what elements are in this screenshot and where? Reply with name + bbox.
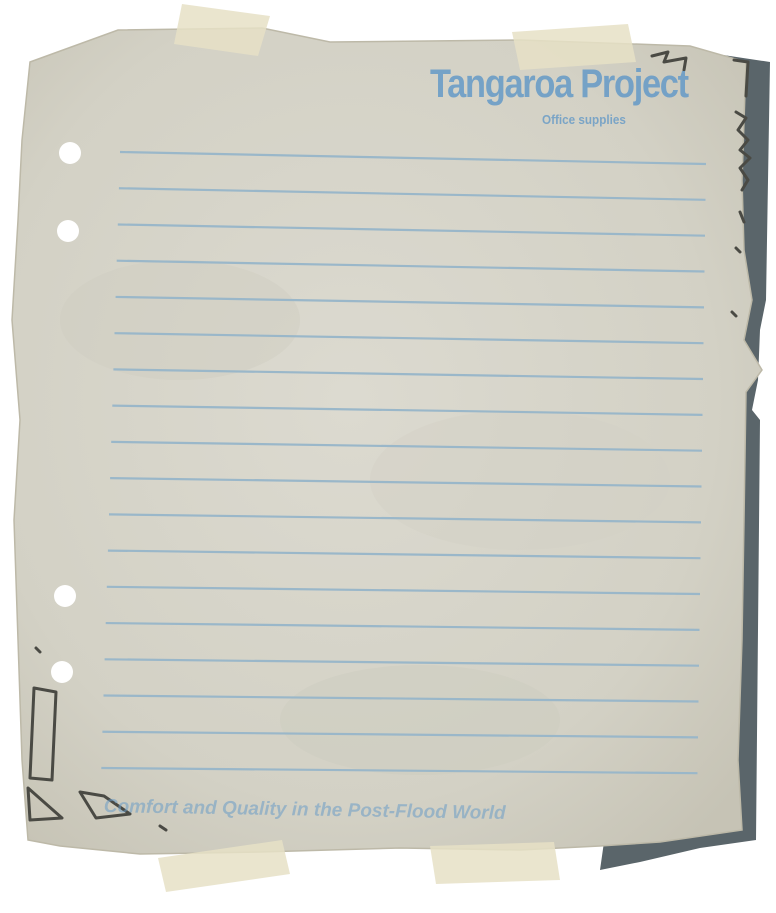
binder-hole [57, 220, 79, 242]
brand-subtitle: Office supplies [542, 112, 626, 127]
brand-slogan: Comfort and Quality in the Post-Flood World [103, 796, 506, 825]
stain [280, 665, 560, 775]
binder-hole [54, 585, 76, 607]
stain [60, 260, 300, 380]
binder-hole [59, 142, 81, 164]
binder-hole [51, 661, 73, 683]
stain [370, 410, 670, 550]
brand-title: Tangaroa Project [430, 62, 688, 106]
tape-piece [430, 842, 560, 884]
